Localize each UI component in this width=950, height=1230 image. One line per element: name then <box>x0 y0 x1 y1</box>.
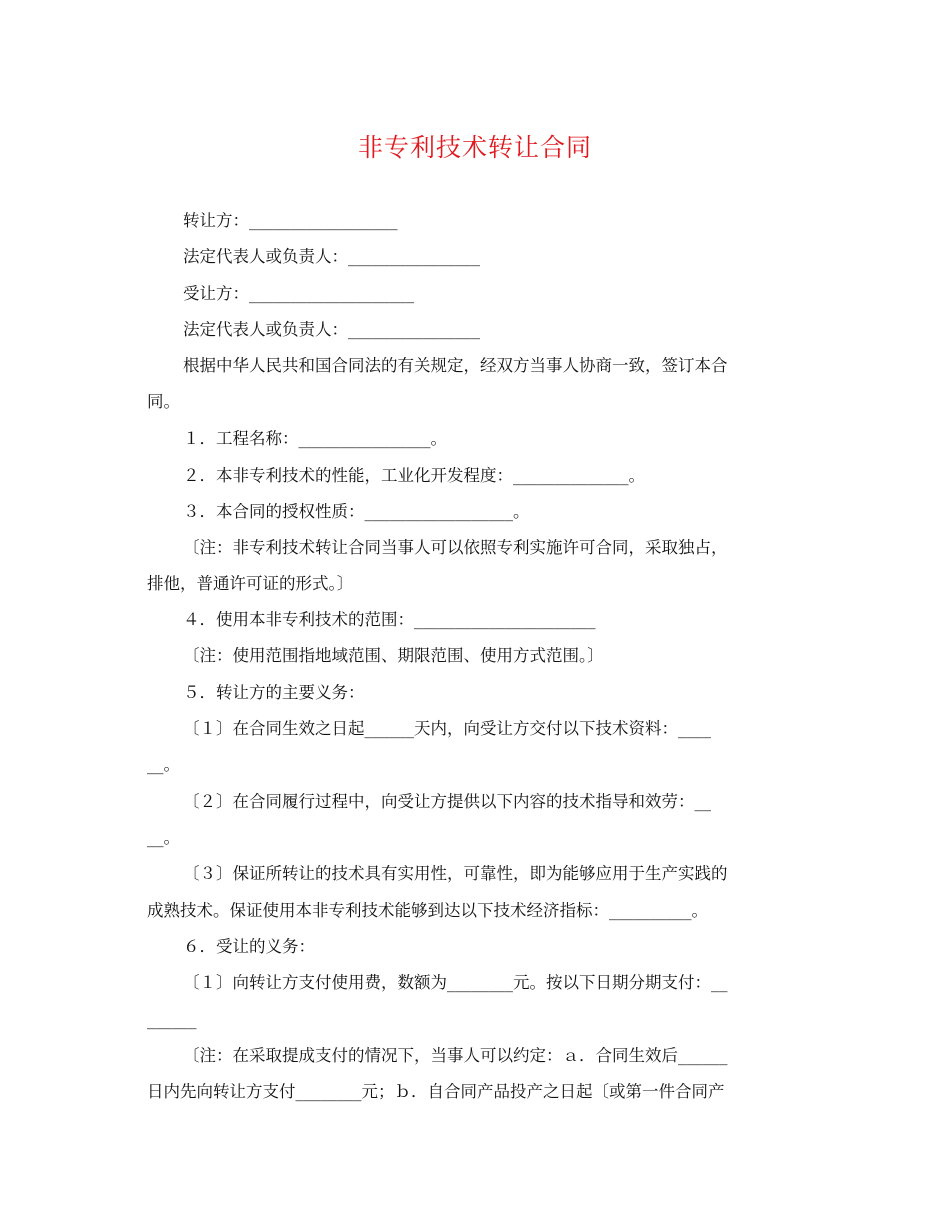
clause-5-2-line-2: __。 <box>147 828 180 847</box>
clause-6-1-line-2: ______ <box>147 1010 197 1029</box>
clause-3-license-nature: ３．本合同的授权性质：__________________。 <box>183 502 530 521</box>
preamble-line-2: 同。 <box>147 392 180 411</box>
clause-2-performance: ２．本非专利技术的性能，工业化开发程度：______________。 <box>183 466 645 485</box>
document-title: 非专利技术转让合同 <box>357 133 592 162</box>
transferee-line: 受让方：____________________ <box>183 284 414 303</box>
preamble-line-1: 根据中华人民共和国合同法的有关规定，经双方当事人协商一致，签订本合 <box>183 356 728 375</box>
clause-4-scope: ４．使用本非专利技术的范围：______________________ <box>183 610 596 629</box>
clause-5-1-line-1: 〔１〕在合同生效之日起______天内，向受让方交付以下技术资料：____ <box>183 719 711 738</box>
transferee-representative-line: 法定代表人或负责人：________________ <box>183 320 480 339</box>
note-scope: 〔注：使用范围指地域范围、期限范围、使用方式范围。〕 <box>183 646 604 665</box>
note-payment-line-2: 日内先向转让方支付________元；ｂ．自合同产品投产之日起〔或第一件合同产 <box>147 1082 725 1101</box>
clause-6-transferee-duties: ６．受让的义务： <box>183 937 315 956</box>
note-license-line-2: 排他，普通许可证的形式。〕 <box>147 574 354 593</box>
note-license-line-1: 〔注：非专利技术转让合同当事人可以依照专利实施许可合同，采取独占， <box>183 538 728 557</box>
note-payment-line-1: 〔注：在采取提成支付的情况下，当事人可以约定：ａ．合同生效后______ <box>183 1046 728 1065</box>
clause-5-2-line-1: 〔２〕在合同履行过程中，向受让方提供以下内容的技术指导和效劳：__ <box>183 792 711 811</box>
clause-6-1-line-1: 〔１〕向转让方支付使用费，数额为________元。按以下日期分期支付：__ <box>183 973 728 992</box>
clause-1-project-name: １．工程名称：________________。 <box>183 429 447 448</box>
clause-5-3-line-2: 成熟技术。保证使用本非专利技术能够到达以下技术经济指标：__________。 <box>147 901 708 920</box>
clause-5-transferor-duties: ５．转让方的主要义务： <box>183 683 365 702</box>
transferor-representative-line: 法定代表人或负责人：________________ <box>183 247 480 266</box>
transferor-line: 转让方：__________________ <box>183 211 398 230</box>
clause-5-1-line-2: __。 <box>147 755 180 774</box>
clause-5-3-line-1: 〔３〕保证所转让的技术具有实用性，可靠性，即为能够应用于生产实践的 <box>183 864 728 883</box>
